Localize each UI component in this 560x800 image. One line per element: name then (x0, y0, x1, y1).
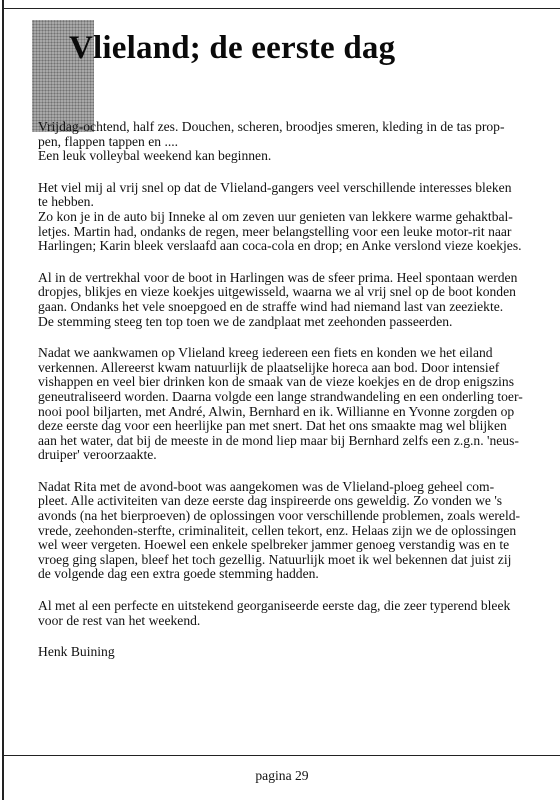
page-footer (0, 768, 560, 784)
text-line: deze eerste dag voor een heerlijke pan met snert. Dat het ons smaakte mag wel blijken (38, 418, 507, 434)
author-signature (38, 645, 543, 660)
paragraph (38, 599, 543, 628)
top-rule (4, 8, 560, 9)
text-line: verkennen. Allereerst kwam natuurlijk de plaatselijke horeca aan bod. Door intensief (38, 359, 500, 375)
text-line: Al in de vertrekhal voor de boot in Harlingen was de sfeer prima. Heel spontaan werden (38, 269, 518, 285)
text-line: aan het water, dat bij de meeste in de mond liep maar bij Bernhard zelfs een z.g.n. 'neus- (38, 432, 519, 448)
article-body (38, 120, 543, 677)
text-line: Henk Buining (38, 644, 115, 660)
text-line: geneutraliseerd worden. Daarna volgde een lange strandwandeling en een onderling toer- (38, 388, 523, 404)
text-line: vrede, zeehonden-sterfte, criminaliteit, cellen tekort, enz. Helaas zijn we de oplossingen (38, 522, 517, 538)
paragraph (38, 120, 543, 164)
text-line: De stemming steeg ten top toen we de zandplaat met zeehonden passeerden. (38, 313, 453, 329)
text-line: nooi pool biljarten, met André, Alwin, Bernhard en ik. Willianne en Yvonne zorgden op (38, 403, 515, 419)
paragraph (38, 181, 543, 254)
text-line: druiper' veroorzaakte. (38, 447, 157, 463)
text-line: gaan. Ondanks het vele snoepgoed en de straffe wind had niemand last van zeeziekte. (38, 298, 504, 314)
text-line: Een leuk volleybal weekend kan beginnen. (38, 148, 272, 164)
text-line: te hebben. (38, 194, 94, 210)
paragraph (38, 346, 543, 463)
text-line: Harlingen; Karin bleek verslaafd aan coca-cola en drop; en Anke verslond vieze koekjes. (38, 238, 522, 254)
page-title: Vlieland; de eerste dag (69, 30, 396, 66)
text-line: avonds (na het bierproeven) de oplossingen voor verschillende problemen, zoals wereld- (38, 508, 521, 524)
text-line: voor de rest van het weekend. (38, 612, 201, 628)
text-line: dropjes, blikjes en vieze koekjes uitgewisseld, waarna we al vrij snel op de boot konden (38, 284, 516, 300)
text-line: wel weer vergeten. Hoewel een enkele spelbreker jammer genoeg verstandig was en te (38, 537, 510, 553)
left-border (2, 0, 4, 800)
text-line: pleet. Alle activiteiten van deze eerste dag inspireerde ons geweldig. Zo vonden we 's (38, 493, 503, 509)
text-line: de volgende dag een extra goede stemming hadden. (38, 566, 319, 582)
page-number: pagina 29 (255, 768, 309, 783)
text-line: Zo kon je in de auto bij Inneke al om zeven uur genieten van lekkere warme gehaktbal- (38, 208, 513, 224)
text-line: Vrijdag-ochtend, half zes. Douchen, scheren, broodjes smeren, kleding in de tas prop- (38, 119, 505, 134)
bottom-rule (4, 755, 560, 756)
text-line: letjes. Martin had, ondanks de regen, meer belangstelling voor een leuke motor-rit naar (38, 223, 512, 239)
text-line: Nadat Rita met de avond-boot was aangekomen was de Vlieland-ploeg geheel com- (38, 478, 495, 494)
text-line: vroeg ging slapen, bleef het toch gezellig. Natuurlijk moet ik wel bekennen dat juist zij (38, 551, 512, 567)
text-line: pen, flappen tappen en .... (38, 133, 179, 149)
text-line: Al met al een perfecte en uitstekend georganiseerde eerste dag, die zeer typerend bleek (38, 598, 511, 614)
text-line: Nadat we aankwamen op Vlieland kreeg iedereen een fiets en konden we het eiland (38, 345, 493, 361)
text-line: Het viel mij al vrij snel op dat de Vlieland-gangers veel verschillende interesses bleken (38, 179, 512, 195)
paragraph (38, 271, 543, 329)
paragraph (38, 480, 543, 582)
text-line: vishappen en veel bier drinken kon de smaak van de vieze koekjes en de drop enigszins (38, 374, 515, 390)
